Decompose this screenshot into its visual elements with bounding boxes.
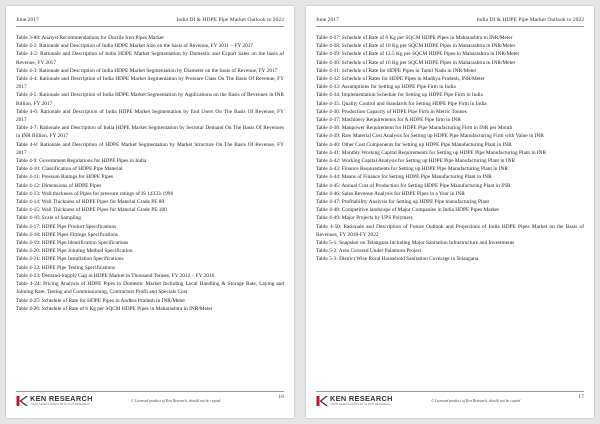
table-list-entry[interactable]: Table 4-31: Schedule of Rate for HDPE Pipes in Tamil Nadu in INR/Meter [316, 67, 477, 74]
table-list [16, 34, 284, 313]
table-list-entry[interactable]: Table 4-28: Schedule of Rate of 10 Kg per SQCM HDPE Pipes in Maharashtra in INR/Meter [316, 43, 516, 50]
table-list-entry[interactable]: Table 4-16: Scale of Sampling [16, 215, 81, 222]
table-list-entry[interactable]: Table 5-3: District Wise Rural Household Sanitation Coverage in Telangana [316, 256, 479, 263]
table-list-entry[interactable]: Table 4-34: Implementation Schedule for Setting up HDPE Pipe Firm in India [316, 92, 483, 99]
logo-tagline: YOUR SEARCH ENDS WITH OUR RESEARCH [330, 402, 391, 407]
table-list-entry[interactable]: Table 4-44: Means of Finance for Setting HDPE Pipe Manufacturing Plant in INR [316, 174, 492, 181]
table-list-entry[interactable]: Table 4-21: HDPE Pipe Installation Specifications [16, 256, 124, 263]
table-list-entry[interactable]: Table 4-23: Demand-Supply Gap in HDPE Market in Thousand Tonnes, FY 2012 – FY 2016 [16, 272, 215, 279]
table-list-entry[interactable]: Table 4-36: Production Capacity of HDPE Pipe Firm in Metric Tonnes [316, 108, 467, 115]
table-list-entry[interactable]: Table 4-12: Dimensions of HDPE Pipes [16, 182, 102, 189]
table-list-entry[interactable]: Table 4-29: Schedule of Rate of 12.5 Kg per SQCM HDPE Pipes in Maharashtra in INR/Meter [316, 51, 520, 58]
header-date: June 2017 [316, 17, 339, 23]
table-list-entry[interactable]: Table 4-1: Rationale and Description of India HDPE Market Size on the basis of Revenue, FY 2011 – FY 2017 [16, 43, 254, 50]
table-list-entry[interactable]: Table 4-39: Raw Material Cost Analysis for Setting up HDPE Pipe Manufacturing Firm with Value in INR [316, 133, 544, 140]
copyright-notice: © Licensed product of Ken Research, should not be copied [431, 399, 521, 403]
table-list-entry[interactable]: Table 4-49: Major Projects by UPS Polymers [316, 215, 413, 222]
table-list-entry[interactable]: Table 4-3: Rationale and Description of India HDPE Market Segmentation by Diameter on the basis of Revenue, FY 2017 [16, 67, 278, 74]
table-list-entry[interactable]: Table 4-38: Manpower Requirement for HDPE Pipe Manufacturing Firm in INR per Month [316, 125, 513, 132]
table-list-entry[interactable]: Table 4-47: Profitability Analysis for Setting up HDPE Pipe manufacturing Plant [316, 199, 489, 206]
table-list-entry[interactable]: Table 4-19: HDPE Pipe Identification Specifications [16, 240, 129, 247]
table-list-entry[interactable]: Table 4-43: Finance Requirements for Setting up HDPE Pipe Manufacturing Plant in INR [316, 166, 508, 173]
table-list-entry[interactable]: Table 4-18: HDPE Pipes Fittings Specifications [16, 231, 118, 238]
table-list [316, 34, 584, 264]
right-page [306, 6, 594, 418]
logo-tagline: YOUR SEARCH ENDS WITH OUR RESEARCH [30, 402, 91, 407]
logo-mark-icon [16, 395, 28, 407]
header-title: India DI & HDPE Pipe Market Outlook to 2022 [476, 17, 584, 23]
table-list-entry[interactable]: Table 4-15: Wall Thickness of HDPE Pipes for Material Grade PE 100 [16, 207, 167, 214]
page-header [316, 17, 584, 27]
table-list-entry[interactable]: Table 4-22: HDPE Pipe Testing Specifications [16, 264, 116, 271]
logo-brand: KEN RESEARCH [30, 394, 93, 404]
table-list-entry[interactable]: Table 4-10: Classification of HDPE Pipe Material [16, 166, 123, 173]
table-list-entry[interactable]: Table 4-42: Working Capital Analysis for Setting up HDPE Pipe Manufacturing Plant in INR [316, 158, 516, 165]
table-list-entry[interactable]: Table 4-48: Competitive landscape of Major Companies in India HDPE Pipes Market [316, 207, 499, 214]
table-list-entry[interactable]: Table 4-30: Schedule of Rate of 16 Kg per SQCM HDPE Pipes in Maharashtra in INR/Meter [316, 59, 516, 66]
table-list-entry[interactable]: Table 4-32: Schedule of Rates for HDPE Pipes in Madhya Pradesh, INR/Meter [316, 76, 485, 83]
table-list-entry[interactable]: Table 3-88: Analyst Recommendations for Ductile Iron Pipes Market [16, 35, 164, 41]
table-list-entry[interactable]: Table 4-13: Wall thickness of Pipes for pressure ratings of IS 14333-1996 [16, 190, 174, 197]
table-list-entry[interactable]: Table 4-14: Wall Thickness of HDPE Pipes for Material Grade PE 80 [16, 199, 165, 206]
header-title: India DI & HDPE Pipe Market Outlook to 2022 [176, 17, 284, 23]
table-list-entry[interactable]: Table 4-37: Machinery Requirements for A HDPE Pipe firm in INR [316, 117, 461, 124]
copyright-notice: © Licensed product of Ken Research, should not be copied [131, 399, 221, 403]
table-list-entry[interactable]: Table 4-33: Assumptions for Setting up HDPE Pipe Firm in India [316, 84, 456, 91]
table-list-entry[interactable]: Table 4-45: Annual Cost of Production for Setting HDPE Pipe Manufacturing Plant in INR [316, 182, 511, 189]
table-list-entry[interactable]: Table 4-46: Sales Revenue Analysis for HDPE Pipes in a Year in INR [316, 190, 465, 197]
page-header [16, 17, 284, 27]
table-list-entry[interactable]: Table 4-6: Rationale and Description of India HDPE Market Segmentation by End Users On The Basis Of Revenue, FY 2017 [16, 108, 284, 124]
page-footer [316, 391, 584, 410]
table-list-entry[interactable]: Table 4-35: Quality Control and Standards for Setting HDPE Pipe Firm in India [316, 100, 487, 107]
table-list-entry[interactable]: Table 4-50: Rationale and Description of Future Outlook and Projections of India HDPE Pipes Market on the Basis of Revenues, FY 2018-FY 2022 [316, 223, 584, 238]
table-list-entry[interactable]: Table 4-4: Rationale and Description of India HDPE Market Segmentation by Pressure Class On The Basis Of Revenue, FY 2017 [16, 76, 284, 91]
table-list-entry[interactable]: Table 4-11: Pressure Ratings for HDPE Pipes [16, 174, 114, 181]
table-list-entry[interactable]: Table 4-41: Monthly Working Capital Requirements for Setting up HDPE Pipe Manufacturing Plant in INR [316, 149, 547, 156]
table-list-entry[interactable]: Table 4-7: Rationale and Description of India HDPE Market Segmentation by Sectoral Demand On The Basis Of Revenues in INR Billion, FY 2017 [16, 125, 284, 140]
page-footer [16, 391, 284, 410]
page-number: 17 [578, 394, 584, 400]
logo-brand: KEN RESEARCH [330, 394, 393, 404]
table-list-entry[interactable]: Table 4-40: Other Cost Components for Setting up HDPE Pipe Manufacturing Plant in INR [316, 141, 512, 148]
table-list-entry[interactable]: Table 4-2: Rationale and Description of India HDPE Market Segmentation by Domestic and Export Sales on the basis of Revenue, FY 2017 [16, 51, 284, 66]
table-list-entry[interactable]: Table 4-25: Schedule of Rate for HDPE Pipes in Andhra Pradesh in INR/Meter [16, 297, 186, 304]
table-list-entry[interactable]: Table 4-17: HDPE Pipe Product Specifications [16, 223, 117, 230]
left-page [6, 6, 294, 418]
table-list-entry[interactable]: Table 4-9: Government Regulations for HDPE Pipes in India [16, 158, 147, 165]
ken-research-logo [16, 395, 93, 407]
header-date: June 2017 [16, 17, 39, 23]
table-list-entry[interactable]: Table 4-24: Pricing Analysis of HDPE Pipes in Domestic Market Including Local Handling & Storage Rate, Laying and Jointing Rate, Testing and Commissioning, Contractors Profit and Specials Cost [16, 281, 284, 296]
ken-research-logo [316, 395, 393, 407]
table-list-entry[interactable]: Table 4-5: Rationale and Description of India HDPE Market Segmentation by Applications on the Basis of Revenues in INR Billion, FY 2017 [16, 92, 284, 107]
page-number: 16 [278, 394, 284, 400]
table-list-entry[interactable]: Table 5-2: Area Covered Under Palamuru Project [316, 248, 422, 255]
table-list-entry[interactable]: Table 5-1: Snapshot on Telangana Including Major Sanitation Infrastructure and Investments [316, 240, 515, 247]
table-list-entry[interactable]: Table 4-20: HDPE Pipe Jointing Method Specification [16, 248, 133, 255]
table-list-entry[interactable]: Table 4-26: Schedule of Rate of 6 Kg per SQCM HDPE Pipes in Maharashtra in INR/Meter [16, 305, 213, 312]
table-list-entry[interactable]: Table 4-8: Rationale and Description of HDPE Market Segmentation by Market Structure On The Basis Of Revenue, FY 2017 [16, 141, 284, 156]
logo-mark-icon [316, 395, 328, 407]
table-list-entry[interactable]: Table 4-27: Schedule of Rate of 8 Kg per SQCM HDPE Pipes in Maharashtra in INR/Meter [316, 35, 513, 41]
